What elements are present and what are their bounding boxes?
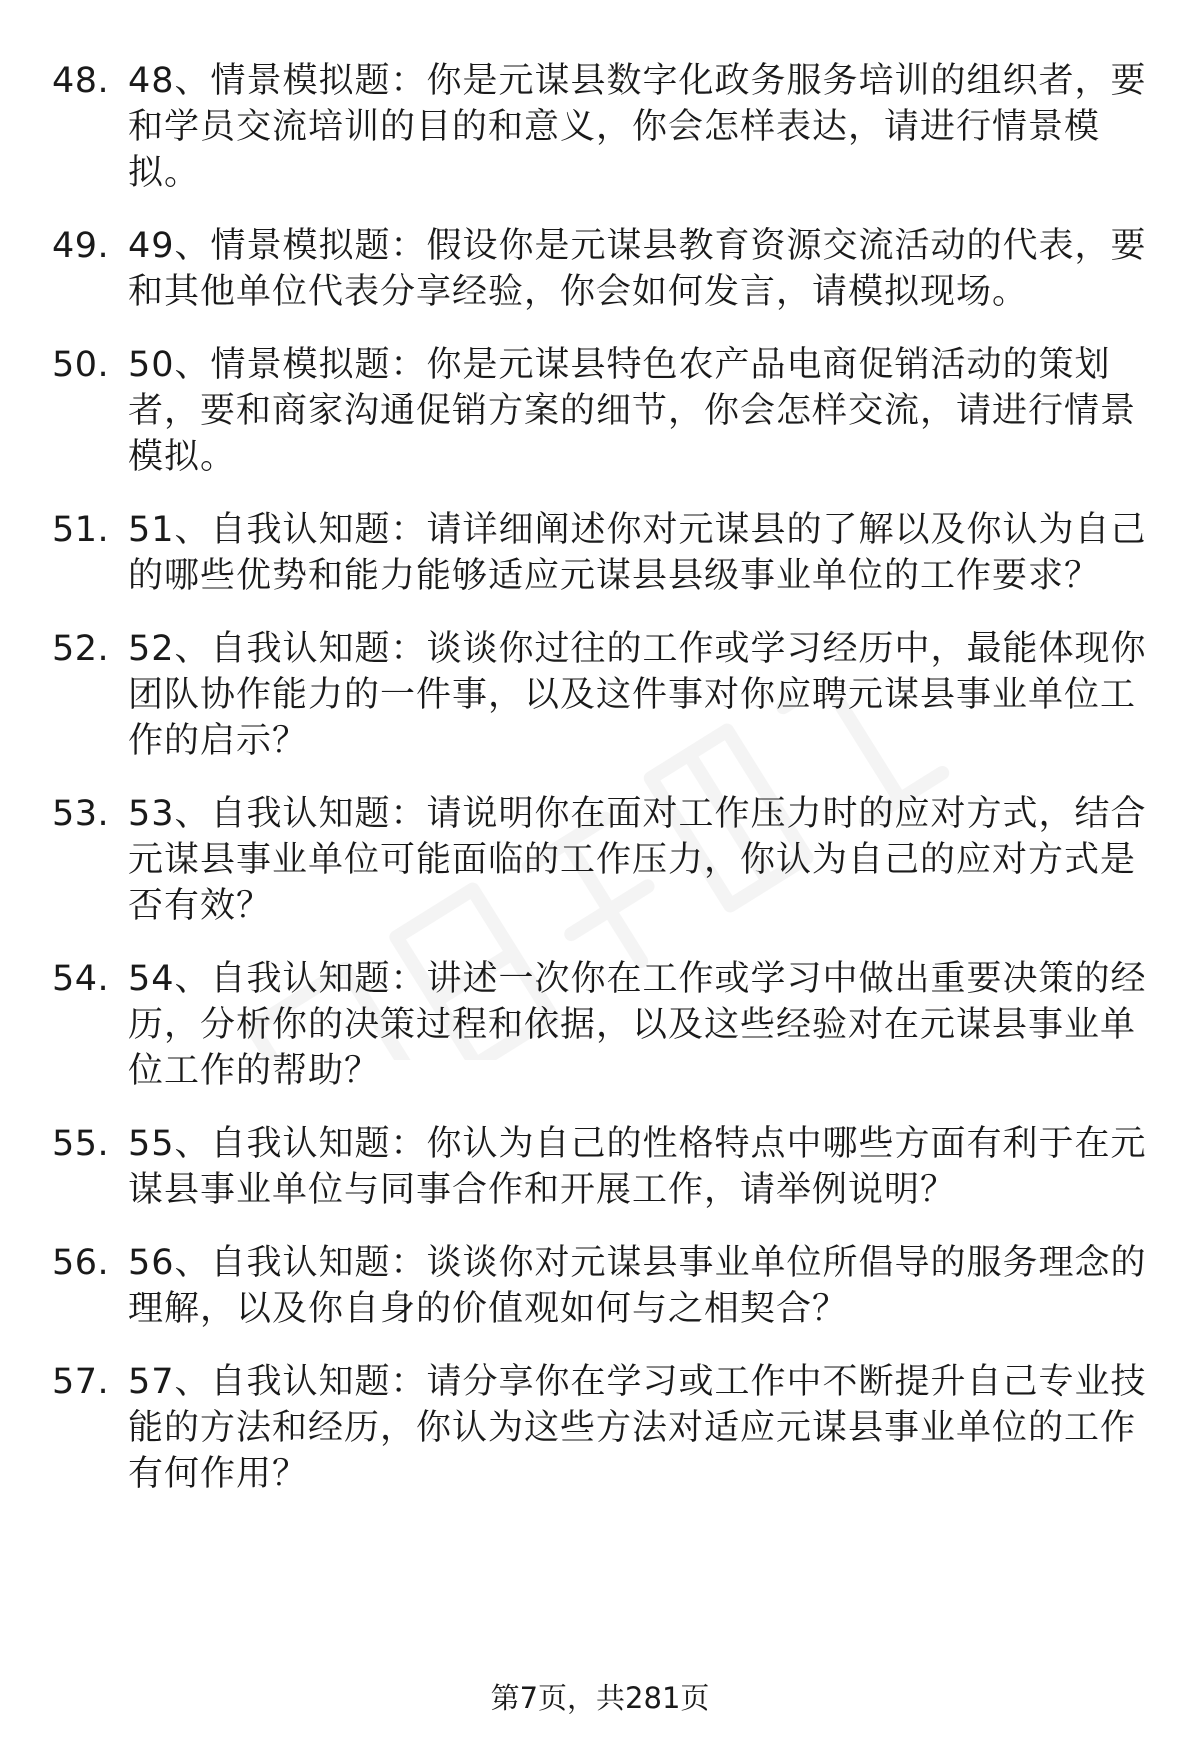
page-footer: 第7页，共281页 [490, 1681, 710, 1715]
question-number: 57. [52, 1362, 110, 1402]
question-list [52, 58, 1152, 1524]
list-item [52, 58, 1152, 196]
question-number: 52. [52, 629, 110, 669]
question-number: 48. [52, 61, 110, 101]
list-item [52, 626, 1152, 764]
list-item [52, 507, 1152, 599]
question-number: 49. [52, 226, 110, 266]
list-item [52, 1359, 1152, 1497]
question-text: 50、情景模拟题：你是元谋县特色农产品电商促销活动的策划者，要和商家沟通促销方案的细节，你会怎样交流，请进行情景模拟。 [128, 345, 1137, 477]
question-text: 49、情景模拟题：假设你是元谋县教育资源交流活动的代表，要和其他单位代表分享经验，你会如何发言，请模拟现场。 [128, 226, 1147, 312]
question-number: 51. [52, 510, 110, 550]
list-item [52, 1121, 1152, 1213]
question-number: 56. [52, 1243, 110, 1283]
question-number: 53. [52, 794, 110, 834]
question-text: 52、自我认知题：谈谈你过往的工作或学习经历中，最能体现你团队协作能力的一件事，以及这件事对你应聘元谋县事业单位工作的启示？ [128, 629, 1147, 761]
question-text: 51、自我认知题：请详细阐述你对元谋县的了解以及你认为自己的哪些优势和能力能够适应元谋县县级事业单位的工作要求？ [128, 510, 1147, 596]
list-item [52, 791, 1152, 929]
question-number: 54. [52, 959, 110, 999]
question-text: 56、自我认知题：谈谈你对元谋县事业单位所倡导的服务理念的理解，以及你自身的价值观如何与之相契合？ [128, 1243, 1147, 1329]
question-text: 53、自我认知题：请说明你在面对工作压力时的应对方式，结合元谋县事业单位可能面临的工作压力，你认为自己的应对方式是否有效？ [128, 794, 1147, 926]
question-text: 54、自我认知题：讲述一次你在工作或学习中做出重要决策的经历，分析你的决策过程和依据，以及这些经验对在元谋县事业单位工作的帮助？ [128, 959, 1147, 1091]
list-item [52, 223, 1152, 315]
list-item [52, 1240, 1152, 1332]
question-number: 50. [52, 345, 110, 385]
question-text: 55、自我认知题：你认为自己的性格特点中哪些方面有利于在元谋县事业单位与同事合作和开展工作，请举例说明？ [128, 1124, 1147, 1210]
question-text: 48、情景模拟题：你是元谋县数字化政务服务培训的组织者，要和学员交流培训的目的和意义，你会怎样表达，请进行情景模拟。 [128, 61, 1147, 193]
question-text: 57、自我认知题：请分享你在学习或工作中不断提升自己专业技能的方法和经历，你认为这些方法对适应元谋县事业单位的工作有何作用？ [128, 1362, 1147, 1494]
list-item [52, 956, 1152, 1094]
list-item [52, 342, 1152, 480]
question-number: 55. [52, 1124, 110, 1164]
